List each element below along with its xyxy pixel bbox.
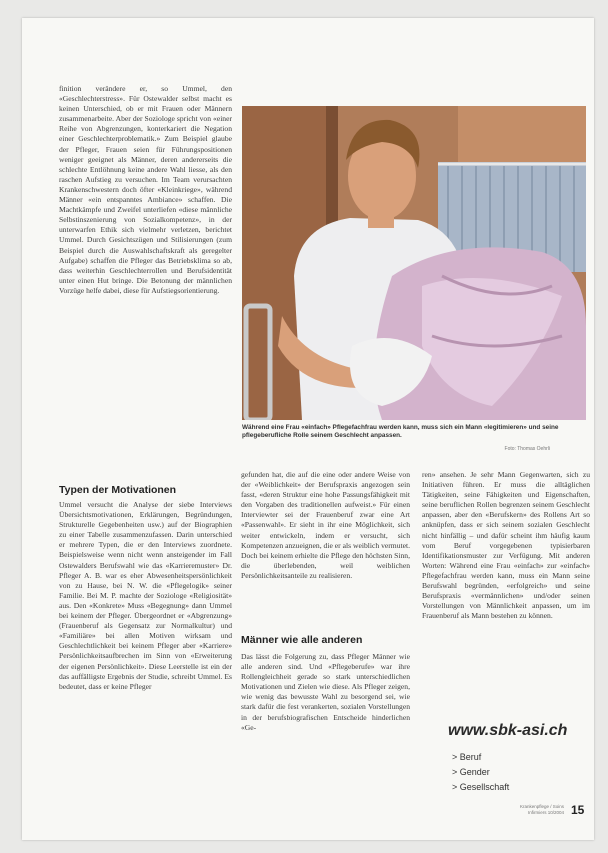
body-text: Das lässt die Folgerung zu, dass Pfleger Männer wie alle anderen sind. Und «Pflegeberufe» war ihre Rollengleichheit gerade so stark unterschiedlichen Motivationen und Zielen wie diese. Als Pfleger zeigen, wie wenig das bewusste Wahl zu besorgend sei, wie stark dafür die fest verankerten, sozialen Vorstellungen in der berufsbiografischen Entscheide hinderlichen «Ge- xyxy=(241,652,410,732)
photo-credit: Foto: Thomas Oehrli xyxy=(504,446,550,452)
section-heading-motivation: Typen der Motivationen xyxy=(59,484,177,496)
page-number: 15 xyxy=(571,803,585,817)
link-gesellschaft[interactable]: > Gesellschaft xyxy=(452,782,510,792)
body-text: finition verändere er, so Ummel, den «Geschlechterstress». Für Ostewalder selbst macht es keinen Unterschied, ob er mit Frauen oder Männern zusammenarbeite. Aber der Soziologe spricht von «einer Reihe von Abgrenzungen, konterkariert die Negation einer Geschlechterproblematik.» Zum Beispiel glaube der Pfleger, Frauen seien für Führungspositionen weniger geeignet als Männer, deren andererseits die schlechte Entlöhnung keine andere Wahl liesse, als den raschen Aufstieg zu versuchen. Im Team verursachten Krankenschwestern doch öfter «Kleinkriege», während Männer «ein entspanntes Ambiance» schaffen. Die Machtkämpfe und Zweifel unterliefen «diese männliche Selbstinszenierung von Sozialkompetenz», in der unterwarfen Ethik sich vielmehr verletzen, berichtet Ummel. Durch Gesichtszügen und Stilisierungen (zum Beispiel durch die Auswahlschaftskraft als geregelter Aufgabe) schaffen die Pfleger das Betriebsklima so ab, dass weiterhin Geschlechterrollen und Berufsidentität unter einen Hut bringe. Die Betonung der männlichen Vorzüge helfe dabei, diese für Aufstiegsorientierung. xyxy=(59,84,232,295)
link-gender[interactable]: > Gender xyxy=(452,767,490,777)
article-column-2 xyxy=(241,470,410,581)
body-text: gefunden hat, die auf die eine oder andere Weise von der «Weiblichkeit» der Berufspraxis angezogen sein fasst, «deren Struktur eine hohe Passungsfähigkeit mit den Vorgaben des traditionellen aufweist.» Für einen Interviewter sei der Frauenberuf zwar eine Art «Passenwahl». Er sieht in ihr eine Möglichkeit, sich weiter entwickeln, indem er versucht, sich Kompetenzen anzueignen, die er als weiblich vermutet. Doch bei keinem erhielte die Pflege den höchsten Sinn, die überlebenden, weil weiblichen Persönlichkeitsanteile zu realisieren. xyxy=(241,470,410,580)
journal-footer xyxy=(484,804,564,816)
nurse-photo-illustration xyxy=(242,106,586,420)
article-column-1-top xyxy=(59,84,232,296)
website-link[interactable]: www.sbk-asi.ch xyxy=(448,722,568,739)
magazine-page xyxy=(22,18,594,840)
journal-name: Krankenpflege / Soins xyxy=(519,804,564,809)
body-text: Ummel versucht die Analyse der siebe Interviews Übersichtsmotivationen, Erklärungen, Begründungen, Strukturelle Gegebenheiten usw.) auf der Biographien zu einer Tabelle zusammenzufassen. Darin unterschied er mehrere Typen, die er den Interviews zuordnete. Beispielsweise wenn nicht wenn ansteigender im Fall Ostewalders Berufswahl wie das «Karrieremuster» Dr. Pfleger A. B. war es eher Abwesenheitspersönlichkeit von zu Hause, bei N. W. die «Pflegelogik» seiner Familie. Bei M. P. machte der Soziologe «Religiosität» aus. Den «Konkrete» Muss «Begegnung» dann Ummel bei keinem der Pfleger. Übergeordnet er «Abgrenzung» (Frauenberuf als Gegensatz zur Normalkultur) und «Familiäre» bei allen Motiven wirksam und Geschlechtlichkeit bei keinem Pfleger aber «Karriere» Persönlichkeitsaufbrechen im Sinn von «Erweiterung der eigenen Persönlichkeit». Diese Leerstelle ist ein der das auffälligste Ergebnis der Studie, schreibt Ummel. Es bedeutet, dass er keine Pfleger xyxy=(59,500,232,691)
article-photo xyxy=(242,106,586,420)
link-beruf[interactable]: > Beruf xyxy=(452,752,482,762)
body-text: ren» ansehen. Je sehr Mann Gegenwarten, sich zu Initiativen führen. Er muss die alltäglichen Tätigkeiten, seine Fähigkeiten und Eigenschaften, seine beruflichen Rollen begrenzen seinem Geschlecht anpassen, aber den «Berufskern» des Rollens Art so anknüpfen, dass er sich seinem sozialen Geschlecht nicht hinfällig – und dafür scheint ihm häufig kaum vom Beruf vorgegebenen typisierbaren Identifikationsmuster zur Verfügung. Mit anderen Worten: Während eine Frau «einfach» zur «einfach» Pflegefachfrau werden kann, muss ein Mann seine Berufswahl begründen, «erfolgreich» und seine Berufspraxis «vermännlichen» und/oder seinen Vorstellungen von Männlichkeit anpassen, um im Frauenberuf als Mann bestehen zu können. xyxy=(422,470,590,621)
article-column-2-continued xyxy=(241,652,410,733)
journal-issue: Infirmiers 10/2004 xyxy=(527,810,564,815)
article-column-3 xyxy=(422,470,590,621)
section-heading-men: Männer wie alle anderen xyxy=(241,634,363,646)
photo-caption: Während eine Frau «einfach» Pflegefachfrau werden kann, muss sich ein Mann «legitimieren» und seine pflegeberufliche Rolle seinem Geschlecht anpassen. xyxy=(242,424,559,439)
article-column-1 xyxy=(59,500,232,692)
related-links xyxy=(452,750,509,795)
